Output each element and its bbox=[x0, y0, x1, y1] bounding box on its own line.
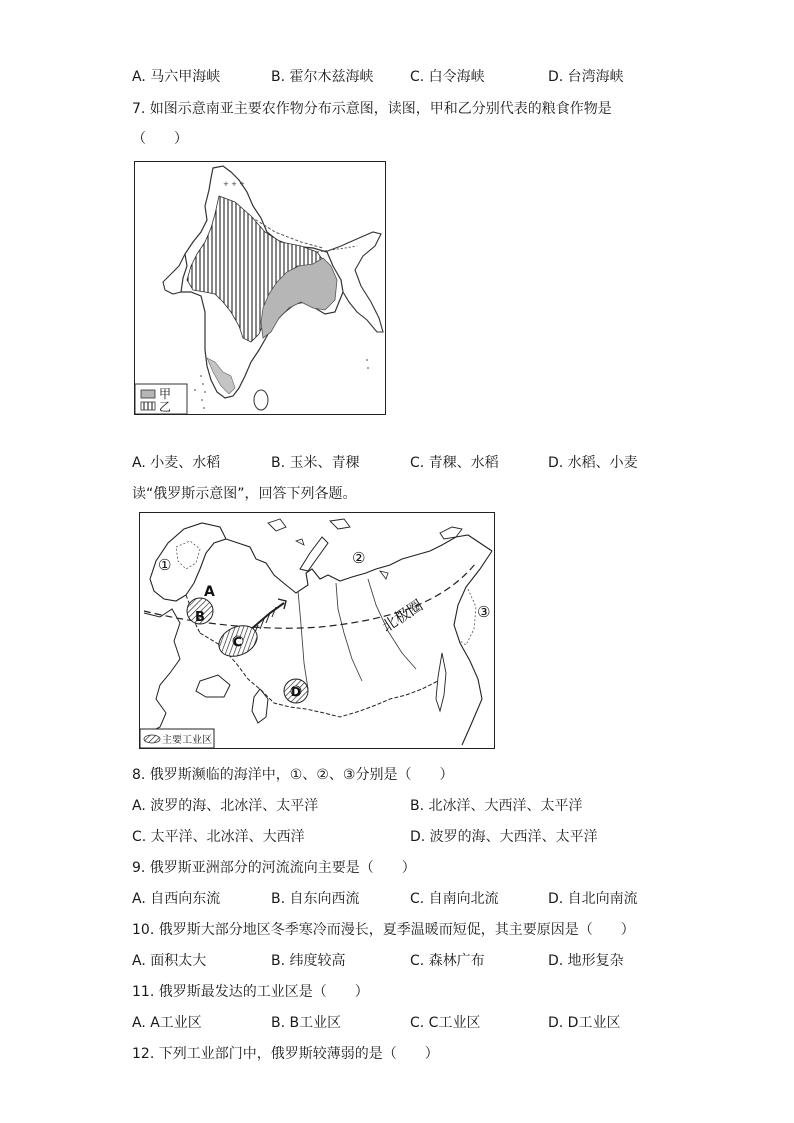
q12-stem: 12. 下列工业部门中，俄罗斯较薄弱的是（ ） bbox=[132, 1046, 439, 1062]
q11-option-a[interactable]: A. A工业区 bbox=[132, 1015, 202, 1031]
map-label-b: B bbox=[195, 610, 205, 625]
russia-map-figure bbox=[140, 513, 494, 748]
russia-intro: 读“俄罗斯示意图”，回答下列各题。 bbox=[132, 486, 357, 502]
legend-swatch-jia bbox=[141, 390, 155, 398]
legend-label-jia: 甲 bbox=[159, 387, 172, 401]
q8-option-a[interactable]: A. 波罗的海、北冰洋、太平洋 bbox=[132, 798, 319, 814]
q9-option-d[interactable]: D. 自北向南流 bbox=[548, 891, 638, 907]
legend-label-yi: 乙 bbox=[159, 400, 172, 414]
q11-stem: 11. 俄罗斯最发达的工业区是（ ） bbox=[132, 984, 369, 1000]
q8-stem: 8. 俄罗斯濒临的海洋中，①、②、③分别是（ ） bbox=[132, 767, 454, 783]
q11-option-b[interactable]: B. B工业区 bbox=[271, 1015, 342, 1031]
south-asia-map bbox=[134, 161, 386, 415]
option-a[interactable]: A. 小麦、水稻 bbox=[132, 455, 221, 471]
option-a[interactable]: A. 马六甲海峡 bbox=[132, 69, 221, 85]
svg-text:+ + +: + + + bbox=[223, 180, 246, 188]
option-b[interactable]: B. 霍尔木兹海峡 bbox=[271, 69, 374, 85]
q8-option-b[interactable]: B. 北冰洋、大西洋、太平洋 bbox=[410, 798, 583, 814]
arctic-circle-label: 北极圈 bbox=[378, 596, 427, 636]
map-label-d: D bbox=[291, 685, 301, 699]
option-c[interactable]: C. 青稞、水稻 bbox=[410, 455, 499, 471]
q10-option-b[interactable]: B. 纬度较高 bbox=[271, 953, 346, 969]
legend-swatch-yi bbox=[141, 402, 155, 410]
option-b[interactable]: B. 玉米、青稞 bbox=[271, 455, 360, 471]
option-d[interactable]: D. 台湾海峡 bbox=[548, 69, 624, 85]
map-label-c: C bbox=[233, 635, 242, 649]
south-asia-map-figure bbox=[135, 162, 385, 414]
q9-option-b[interactable]: B. 自东向西流 bbox=[271, 891, 360, 907]
russia-map bbox=[139, 512, 495, 749]
option-c[interactable]: C. 白令海峡 bbox=[410, 69, 485, 85]
q11-option-d[interactable]: D. D工业区 bbox=[548, 1015, 621, 1031]
q9-option-a[interactable]: A. 自西向东流 bbox=[132, 891, 221, 907]
q8-option-c[interactable]: C. 太平洋、北冰洋、大西洋 bbox=[132, 829, 305, 845]
map-label-3: ③ bbox=[477, 603, 491, 621]
map-label-1: ① bbox=[158, 556, 172, 574]
q8-option-d[interactable]: D. 波罗的海、大西洋、太平洋 bbox=[410, 829, 598, 845]
legend-industrial-swatch bbox=[144, 735, 160, 743]
q9-stem: 9. 俄罗斯亚洲部分的河流流向主要是（ ） bbox=[132, 860, 416, 876]
q7-stem: 7. 如图示意南亚主要农作物分布示意图，读图，甲和乙分别代表的粮食作物是 bbox=[132, 101, 612, 117]
legend-industrial-label: 主要工业区 bbox=[162, 735, 212, 746]
q10-stem: 10. 俄罗斯大部分地区冬季寒冷而漫长，夏季温暖而短促，其主要原因是（ ） bbox=[132, 922, 635, 938]
q7-answer-paren: （ ） bbox=[132, 131, 188, 147]
q11-option-c[interactable]: C. C工业区 bbox=[410, 1015, 481, 1031]
map-label-2: ② bbox=[352, 549, 366, 567]
q10-option-a[interactable]: A. 面积太大 bbox=[132, 953, 207, 969]
q9-option-c[interactable]: C. 自南向北流 bbox=[410, 891, 499, 907]
q10-option-c[interactable]: C. 森林广布 bbox=[410, 953, 485, 969]
map-label-a: A bbox=[204, 584, 215, 600]
q10-option-d[interactable]: D. 地形复杂 bbox=[548, 953, 624, 969]
option-d[interactable]: D. 水稻、小麦 bbox=[548, 455, 638, 471]
